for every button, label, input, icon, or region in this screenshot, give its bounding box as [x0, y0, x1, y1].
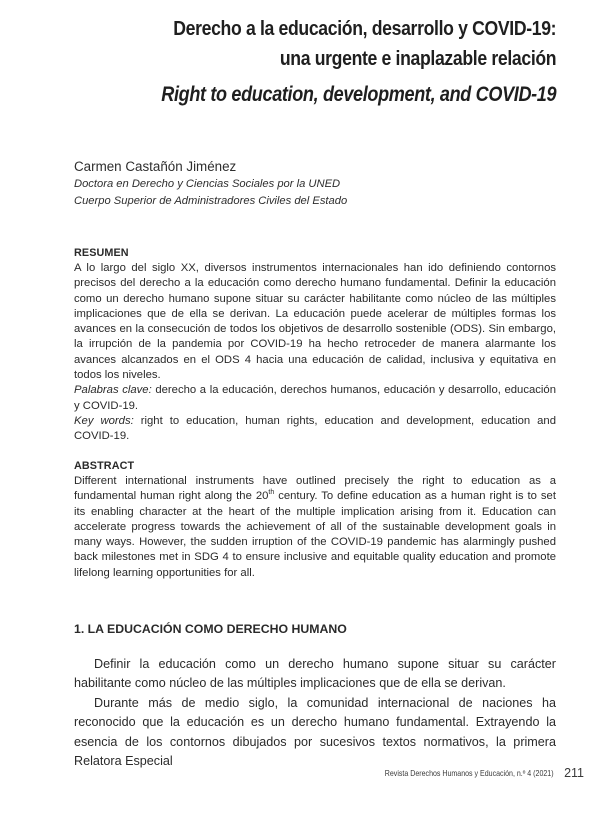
resumen-section: [74, 246, 556, 445]
author-block: [74, 157, 347, 210]
palabras-clave: [74, 383, 556, 414]
abstract-section: [74, 459, 556, 581]
section-1-body: [74, 655, 556, 771]
abstract-text: [74, 474, 556, 581]
author-affiliation: Doctora en Derecho y Ciencias Sociales por la UNED: [74, 178, 341, 190]
title-spanish-line-2: una urgente e inaplazable relación: [279, 47, 556, 70]
page-footer: [355, 764, 584, 782]
abstract-text-part: century. To define education as a human right is to set its enabling character at the heart of the multiple implication arising from it. Education can accelerate progress towards the achievement of all of the sustainable development goals in many ways. However, the sudden irruption of the COVID-19 pandemic has alarmingly pushed back milestones met in SDG 4 to ensure inclusive and equitable quality education and promote lifelong learning opportunities for all.: [74, 490, 556, 579]
page-number: 211: [564, 765, 584, 780]
key-words: [74, 414, 556, 445]
title-spanish-line-1: Derecho a la educación, desarrollo y COVID-19:: [173, 17, 556, 40]
palabras-clave-label: Palabras clave:: [74, 384, 152, 397]
section-1-heading: 1. LA EDUCACIÓN COMO DERECHO HUMANO: [74, 622, 347, 636]
ordinal-superscript: th: [268, 489, 275, 497]
key-words-text: right to education, human rights, education and development, education and COVID-19.: [74, 414, 556, 443]
abstract-heading: ABSTRACT: [74, 460, 135, 472]
article-title-block: [97, 14, 556, 112]
key-words-label: Key words:: [74, 414, 134, 427]
author-affiliation: Cuerpo Superior de Administradores Civiles del Estado: [74, 195, 348, 207]
resumen-heading: RESUMEN: [74, 247, 129, 259]
journal-citation: Revista Derechos Humanos y Educación, n.º 4 (2021): [385, 767, 555, 778]
resumen-text: A lo largo del siglo XX, diversos instrumentos internacionales han ido definiendo contornos precisos del derecho a la educación como derecho humano fundamental. Definir la educación como un derecho humano supone situar su carácter habilitante como núcleo de las múltiples implicaciones que de ella se derivan. La educación puede acelerar de múltiples formas los avances en la consecución de todos los objetivos de desarrollo sostenible (ODS). Sin embargo, la irrupción de la pandemia por COVID-19 ha hecho retroceder de manera alarmante los avances alcanzados en el ODS 4 hacia una educación de calidad, inclusiva y equitativa en todos los niveles.: [74, 262, 556, 382]
section-1: [74, 620, 556, 771]
title-english: Right to education, development, and COVID-19: [161, 83, 556, 106]
body-paragraph: Definir la educación como un derecho humano supone situar su carácter habilitante como núcleo de las múltiples implicaciones que de ella se derivan.: [74, 657, 556, 691]
abstract-text-part: Different international instruments have outlined precisely the right to education as a fundamental human right along the 20: [74, 475, 556, 503]
body-paragraph: Durante más de medio siglo, la comunidad internacional de naciones ha reconocido que la educación es un derecho humano fundamental. Extrayendo la esencia de los contornos dibujados por sucesivos textos normativos, la primera Relatora Especial: [74, 695, 556, 769]
author-name: Carmen Castañón Jiménez: [74, 159, 237, 174]
palabras-clave-text: derecho a la educación, derechos humanos, educación y desarrollo, educación y COVID-19.: [74, 384, 556, 412]
